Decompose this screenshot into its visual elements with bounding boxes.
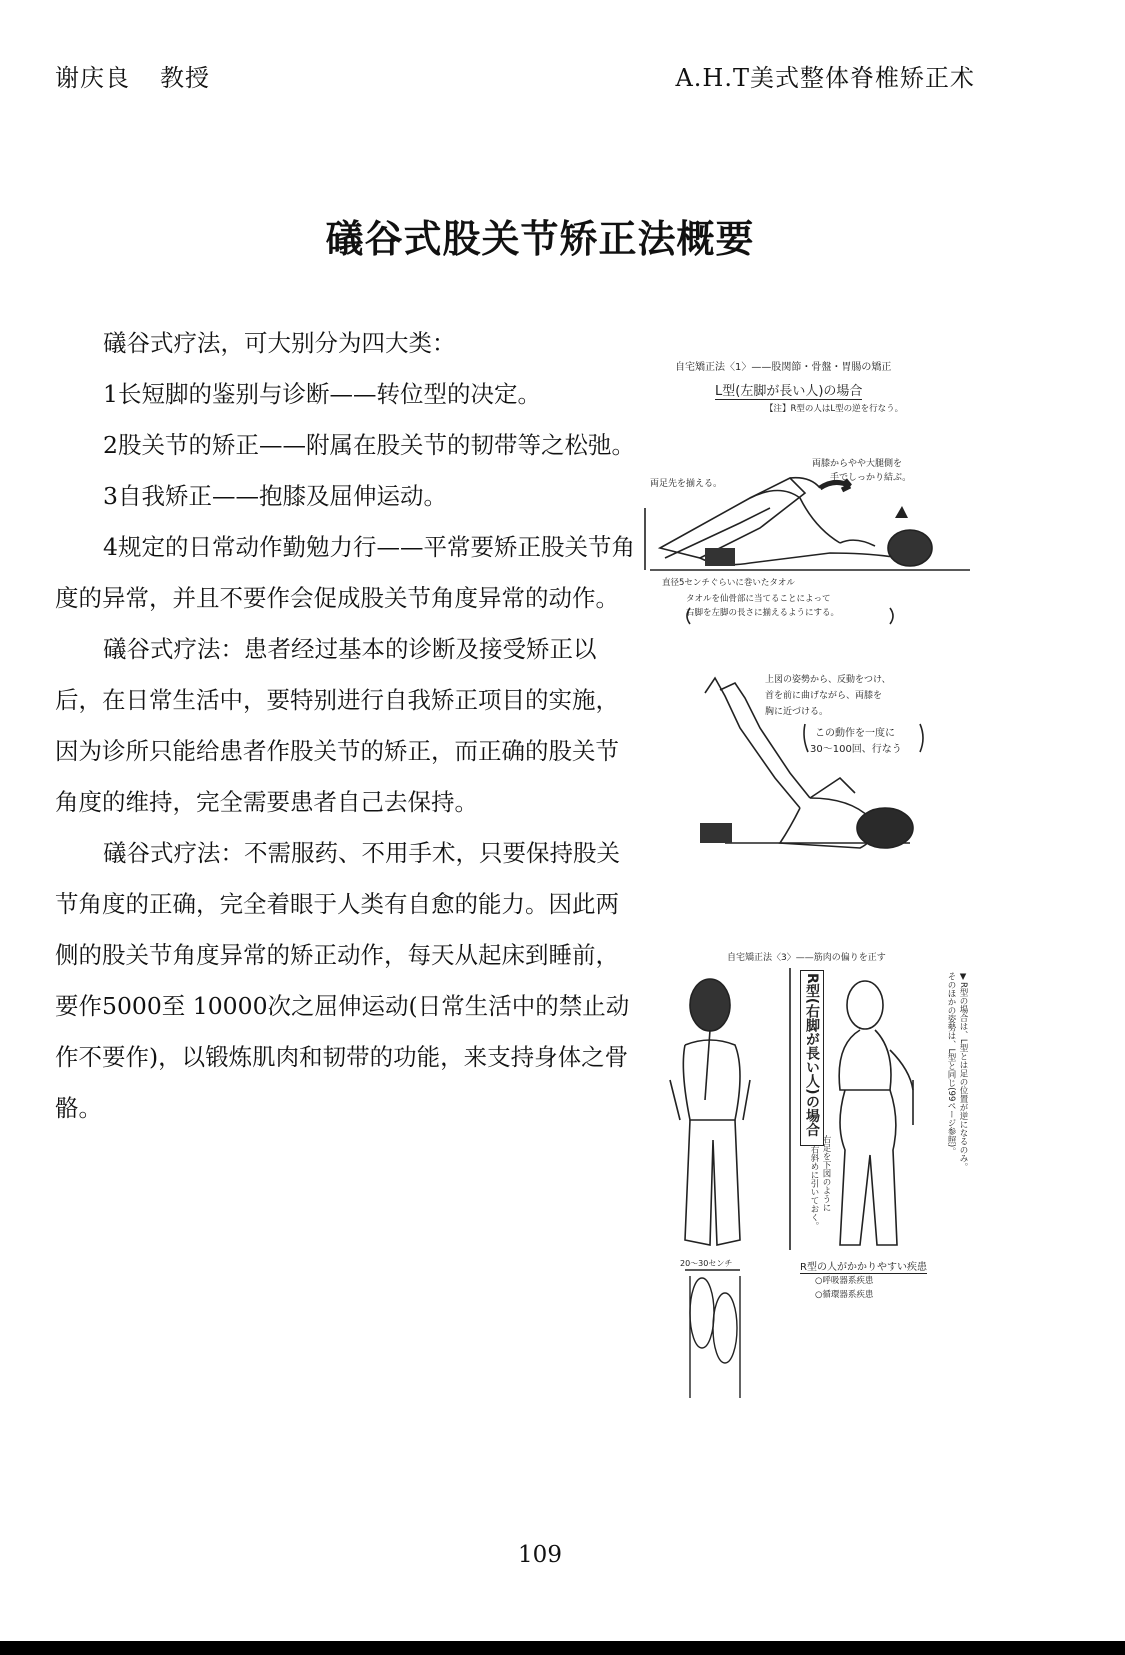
figure3-disease-1: ○呼吸器系疾患 xyxy=(815,1276,874,1286)
figure2-illustration xyxy=(680,668,980,878)
figure2-text-5: 30〜100回、行なう xyxy=(810,744,902,755)
figure1-label-right-1: 両膝からやや大腿側を xyxy=(812,459,903,469)
figure3-vertical-title: R型(右脚が長い人)の場合 xyxy=(800,970,824,1146)
figure2-text-4: この動作を一度に xyxy=(815,728,895,739)
figure1-subtitle: L型(左脚が長い人)の場合 xyxy=(715,380,862,400)
page-title: 礒谷式股关节矫正法概要 xyxy=(325,216,755,261)
figure3-heading: 自宅矯正法〈3〉——筋肉の偏りを正す xyxy=(727,953,886,963)
figure3-vertical-note-1: ▼R型の場合は、L型とは足の位置が逆になるのみ。 xyxy=(958,972,968,1172)
page-number: 109 xyxy=(518,1542,562,1568)
paragraph-therapy-1: 礒谷式疗法：患者经过基本的诊断及接受矫正以后，在日常生活中，要特别进行自我矫正项目的实施，因为诊所只能给患者作股关节的矫正，而正确的股关节角度的维持，完全需要患者自己去保持。 xyxy=(55,635,619,816)
author-name: 谢庆良 xyxy=(55,64,130,92)
figure2-text-1: 上図の姿勢から、反動をつけ、 xyxy=(765,675,891,685)
figure3-disease-heading: R型の人がかかりやすい疾患 xyxy=(800,1258,927,1274)
figure1-label-left: 両足先を揃える。 xyxy=(650,479,723,489)
author-role: 教授 xyxy=(160,64,210,92)
paragraph-intro: 礒谷式疗法，可大别分为四大类： xyxy=(103,329,456,357)
figure1-note: 【注】R型の人はL型の逆を行なう。 xyxy=(765,404,904,414)
header-author xyxy=(55,58,210,93)
figure1-heading: 自宅矯正法〈1〉——股関節・骨盤・胃腸の矯正 xyxy=(675,362,892,373)
figure1-illustration xyxy=(640,358,980,658)
figure2-text-2: 首を前に曲げながら、両膝を xyxy=(765,691,883,701)
body-text xyxy=(55,318,635,1134)
figure-foot-position xyxy=(680,1258,980,1408)
figure3-vertical-note-3: 右足を下図のように xyxy=(821,1135,831,1212)
figure-standing-posture xyxy=(665,950,975,1250)
figure3-disease-2: ○循環器系疾患 xyxy=(815,1290,874,1300)
figure-knees-to-chest-exercise xyxy=(680,668,980,878)
figure3-feet-illustration xyxy=(680,1258,980,1408)
paragraph-item-1: 1长短脚的鉴别与诊断——转位型的决定。 xyxy=(103,380,541,408)
figure3-illustration xyxy=(665,950,975,1250)
paragraph-item-4: 4规定的日常动作勤勉力行——平常要矫正股关节角度的异常，并且不要作会促成股关节角度异常的动作。 xyxy=(55,533,635,612)
figure1-label-bottom-2: タオルを仙骨部に当てることによって xyxy=(686,594,831,604)
figure2-text-3: 胸に近づける。 xyxy=(765,707,829,717)
figure-knee-hug-exercise xyxy=(640,358,980,658)
figure1-label-bottom-3: 右脚を左脚の長さに揃えるようにする。 xyxy=(686,608,840,618)
figure3-distance-label: 20〜30センチ xyxy=(680,1259,733,1268)
page-bottom-border xyxy=(0,1641,1125,1655)
paragraph-therapy-2: 礒谷式疗法：不需服药、不用手术，只要保持股关节角度的正确，完全着眼于人类有自愈的能力。因此两侧的股关节角度异常的矫正动作，每天从起床到睡前，要作5000至 10000次之屈伸运动(日常生活中的禁止动作不要作)，以锻炼肌肉和韧带的功能，来支持身体之骨骼。 xyxy=(55,839,630,1122)
paragraph-item-2: 2股关节的矫正——附属在股关节的韧带等之松弛。 xyxy=(103,431,635,459)
figure3-vertical-note-4: 右斜めに引いておく。 xyxy=(809,1145,819,1230)
header-book-title: A.H.T美式整体脊椎矫正术 xyxy=(675,64,975,92)
figure3-vertical-note-2: そのほかの姿勢は、L型と同じ(99ページ参照)。 xyxy=(946,972,956,1156)
paragraph-item-3: 3自我矫正——抱膝及屈伸运动。 xyxy=(103,482,447,510)
figure1-label-bottom-1: 直径5センチぐらいに巻いたタオル xyxy=(662,578,795,588)
figure1-label-right-2: 手でしっかり結ぶ。 xyxy=(830,473,912,483)
